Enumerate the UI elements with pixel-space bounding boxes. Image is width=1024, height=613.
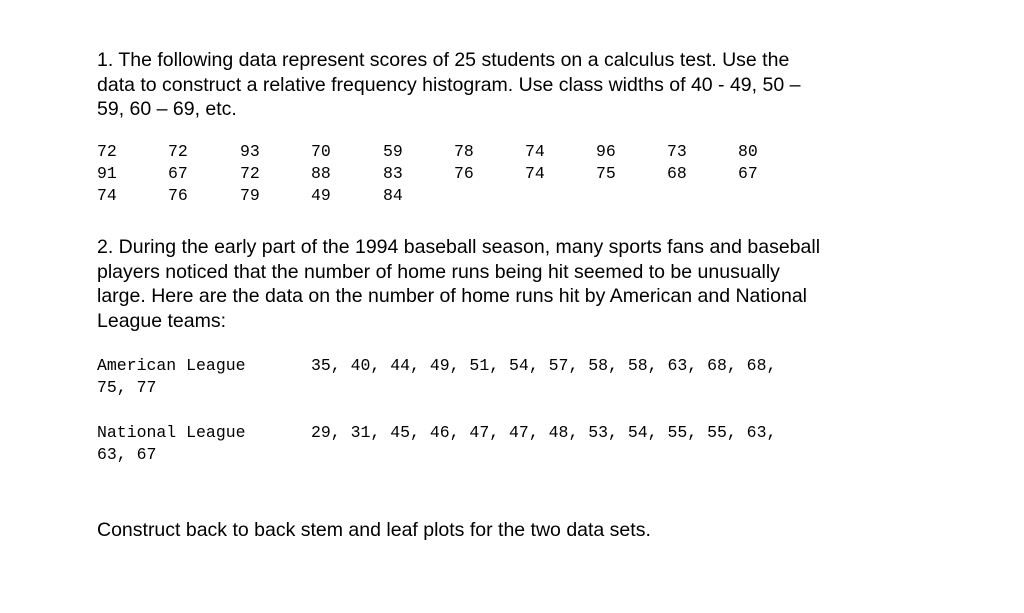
score-cell: 72 bbox=[240, 164, 260, 183]
american-league-values-line-1: 35, 40, 44, 49, 51, 54, 57, 58, 58, 63, 68, 68, bbox=[311, 356, 777, 375]
score-cell: 88 bbox=[311, 164, 331, 183]
score-cell: 96 bbox=[596, 142, 616, 161]
question-1-line-2: data to construct a relative frequency histogram. Use class widths of 40 - 49, 50 – bbox=[97, 73, 801, 96]
stem-leaf-instruction: Construct back to back stem and leaf plots for the two data sets. bbox=[97, 519, 651, 541]
question-1-line-1: 1. The following data represent scores of 25 students on a calculus test. Use the bbox=[97, 49, 790, 71]
question-2-line-2: players noticed that the number of home runs being hit seemed to be unusually bbox=[97, 260, 780, 283]
score-cell: 59 bbox=[383, 142, 403, 161]
score-cell: 70 bbox=[311, 142, 331, 161]
score-cell: 73 bbox=[667, 142, 687, 161]
score-cell: 74 bbox=[525, 164, 545, 183]
american-league-label: American League bbox=[97, 356, 246, 375]
score-cell: 76 bbox=[454, 164, 474, 183]
score-cell: 49 bbox=[311, 186, 331, 205]
question-1-text bbox=[97, 48, 800, 122]
score-cell: 91 bbox=[97, 164, 117, 183]
american-league-values-line-2: 75, 77 bbox=[97, 378, 157, 397]
score-cell: 80 bbox=[738, 142, 758, 161]
score-cell: 68 bbox=[667, 164, 687, 183]
score-cell: 74 bbox=[97, 186, 117, 205]
question-2-line-4: League teams: bbox=[97, 309, 227, 332]
question-1-line-3: 59, 60 – 69, etc. bbox=[97, 98, 237, 120]
national-league-values-line-1: 29, 31, 45, 46, 47, 47, 48, 53, 54, 55, 55, 63, bbox=[311, 423, 777, 442]
score-cell: 76 bbox=[168, 186, 188, 205]
question-2-text bbox=[97, 235, 820, 333]
score-cell: 75 bbox=[596, 164, 616, 183]
score-cell: 67 bbox=[738, 164, 758, 183]
question-2-line-1: 2. During the early part of the 1994 baseball season, many sports fans and baseball bbox=[97, 236, 821, 258]
score-cell: 72 bbox=[168, 142, 188, 161]
national-league-values-line-2: 63, 67 bbox=[97, 445, 157, 464]
score-cell: 78 bbox=[454, 142, 474, 161]
score-cell: 83 bbox=[383, 164, 403, 183]
score-cell: 84 bbox=[383, 186, 403, 205]
score-cell: 67 bbox=[168, 164, 188, 183]
score-cell: 72 bbox=[97, 142, 117, 161]
score-cell: 79 bbox=[240, 186, 260, 205]
national-league-label: National League bbox=[97, 423, 246, 442]
score-cell: 74 bbox=[525, 142, 545, 161]
question-2-line-3: large. Here are the data on the number of home runs hit by American and National bbox=[97, 285, 807, 307]
score-cell: 93 bbox=[240, 142, 260, 161]
